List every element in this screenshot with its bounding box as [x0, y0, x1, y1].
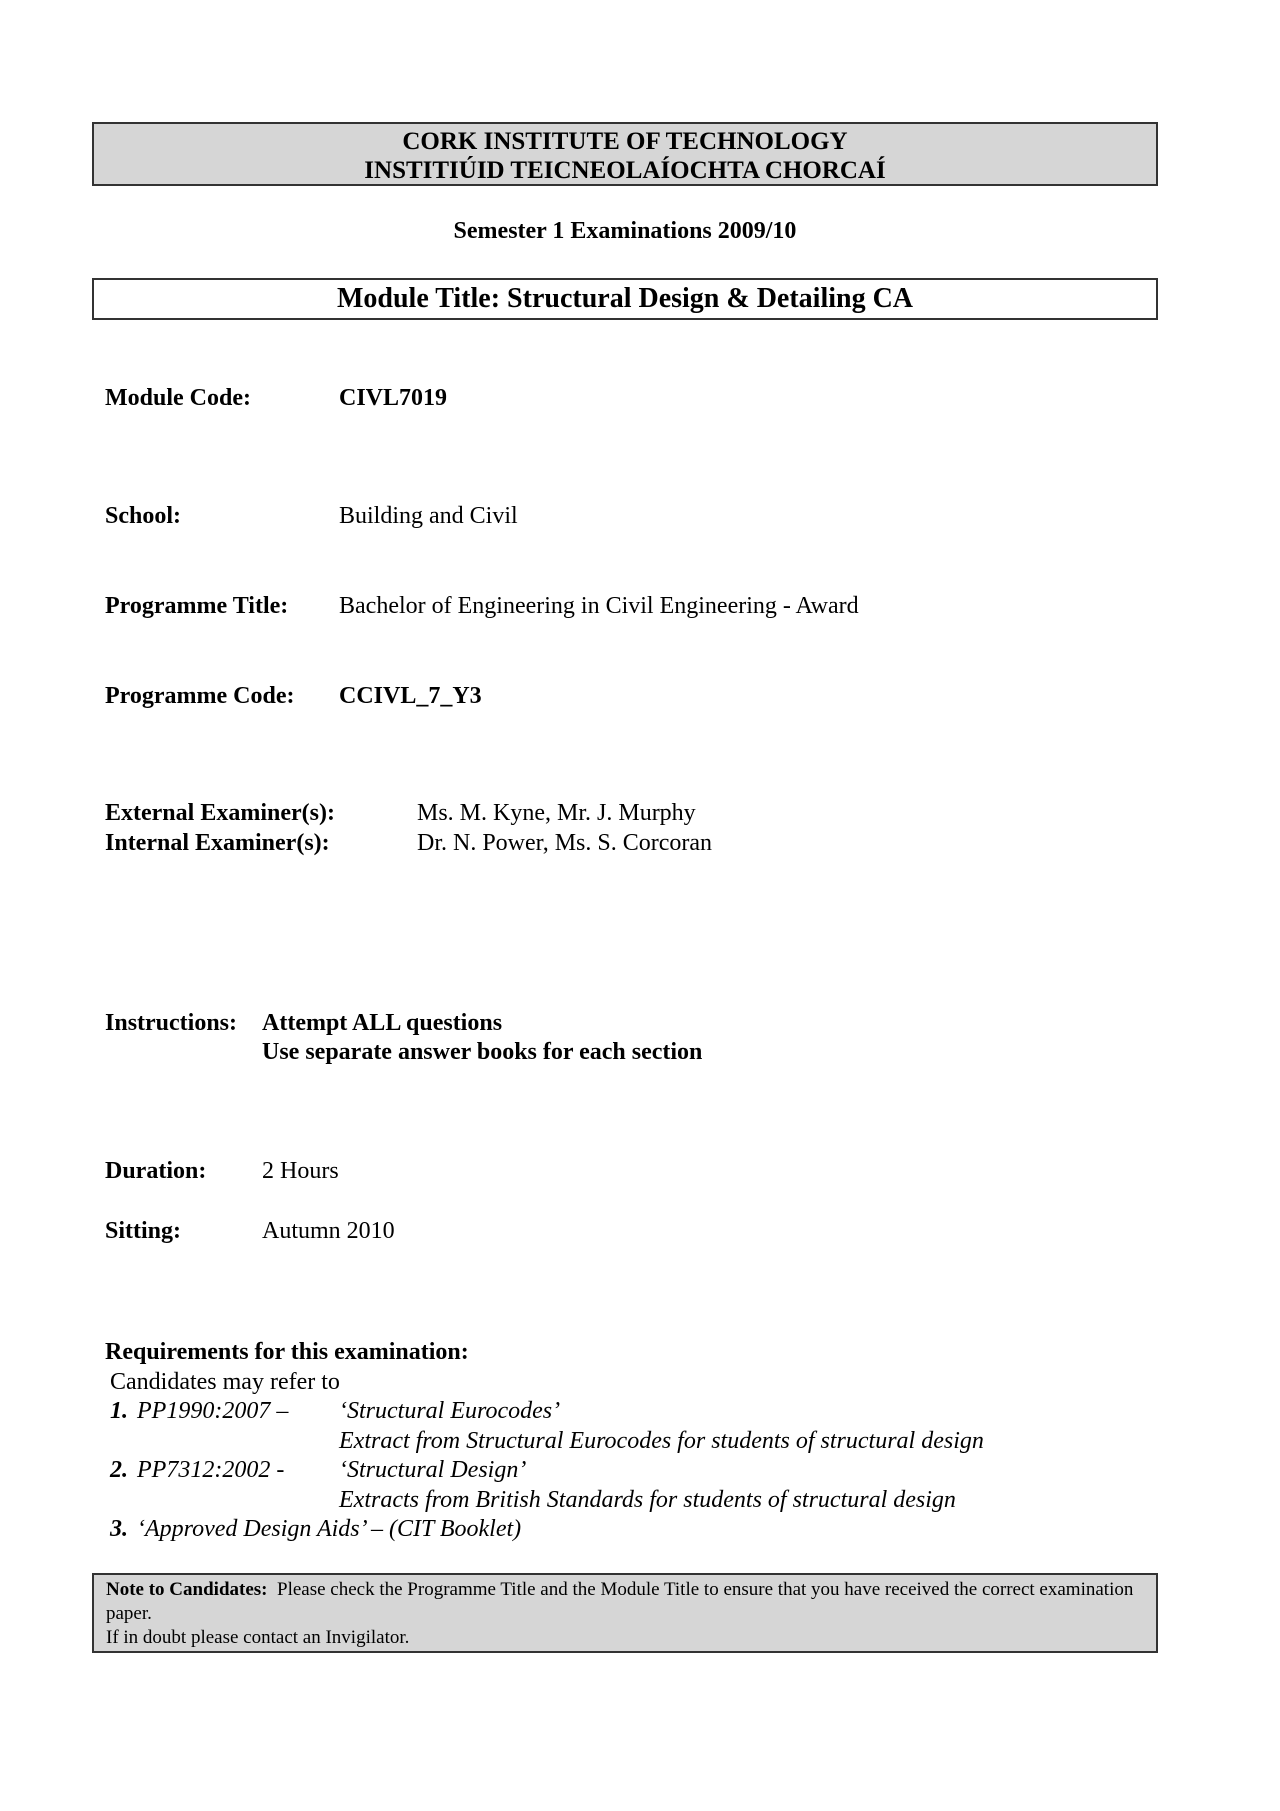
instructions-line-2: Use separate answer books for each section [262, 1039, 703, 1065]
sitting-value: Autumn 2010 [262, 1218, 395, 1244]
requirements-heading: Requirements for this examination: [105, 1339, 469, 1365]
internal-examiner-label: Internal Examiner(s): [105, 830, 330, 856]
requirement-number: 3. [110, 1516, 128, 1542]
school-label: School: [105, 503, 182, 529]
institute-name-english: CORK INSTITUTE OF TECHNOLOGY [402, 128, 848, 155]
duration-value: 2 Hours [262, 1158, 339, 1184]
programme-code-label: Programme Code: [105, 683, 295, 709]
note-text: Please check the Programme Title and the Module Title to ensure that you have received the correct examination paper. [106, 1579, 1134, 1624]
internal-examiner-value: Dr. N. Power, Ms. S. Corcoran [417, 830, 713, 856]
requirement-description: Extracts from British Standards for students of structural design [339, 1487, 956, 1513]
programme-title-label: Programme Title: [105, 593, 289, 619]
programme-title-value: Bachelor of Engineering in Civil Engineering - Award [339, 593, 859, 619]
note-to-candidates [92, 1573, 1158, 1653]
requirement-number: 1. [110, 1398, 128, 1424]
school-value: Building and Civil [339, 503, 518, 529]
requirement-number: 2. [110, 1457, 128, 1483]
semester-title: Semester 1 Examinations 2009/10 [453, 218, 797, 244]
requirement-title: ‘Structural Design’ [339, 1457, 527, 1483]
institute-name-irish: INSTITIÚID TEICNEOLAÍOCHTA CHORCAÍ [364, 157, 886, 184]
module-code-label: Module Code: [105, 385, 251, 411]
note-label: Note to Candidates: [106, 1579, 268, 1600]
instructions-line-1: Attempt ALL questions [262, 1010, 503, 1036]
requirement-code: PP7312:2002 - [137, 1457, 285, 1483]
module-title: Module Title: Structural Design & Detailing CA [92, 278, 1158, 320]
sitting-label: Sitting: [105, 1218, 182, 1244]
note-text-contact: If in doubt please contact an Invigilator. [106, 1627, 410, 1648]
duration-label: Duration: [105, 1158, 207, 1184]
requirement-text: ‘Approved Design Aids’ – (CIT Booklet) [137, 1516, 522, 1542]
requirement-title: ‘Structural Eurocodes’ [339, 1398, 561, 1424]
module-code-value: CIVL7019 [339, 385, 448, 411]
requirement-code: PP1990:2007 – [137, 1398, 289, 1424]
external-examiner-value: Ms. M. Kyne, Mr. J. Murphy [417, 800, 696, 826]
requirements-intro: Candidates may refer to [110, 1369, 340, 1395]
external-examiner-label: External Examiner(s): [105, 800, 335, 826]
institute-header [92, 122, 1158, 186]
requirement-description: Extract from Structural Eurocodes for students of structural design [339, 1428, 984, 1454]
programme-code-value: CCIVL_7_Y3 [339, 683, 482, 709]
instructions-label: Instructions: [105, 1010, 238, 1036]
